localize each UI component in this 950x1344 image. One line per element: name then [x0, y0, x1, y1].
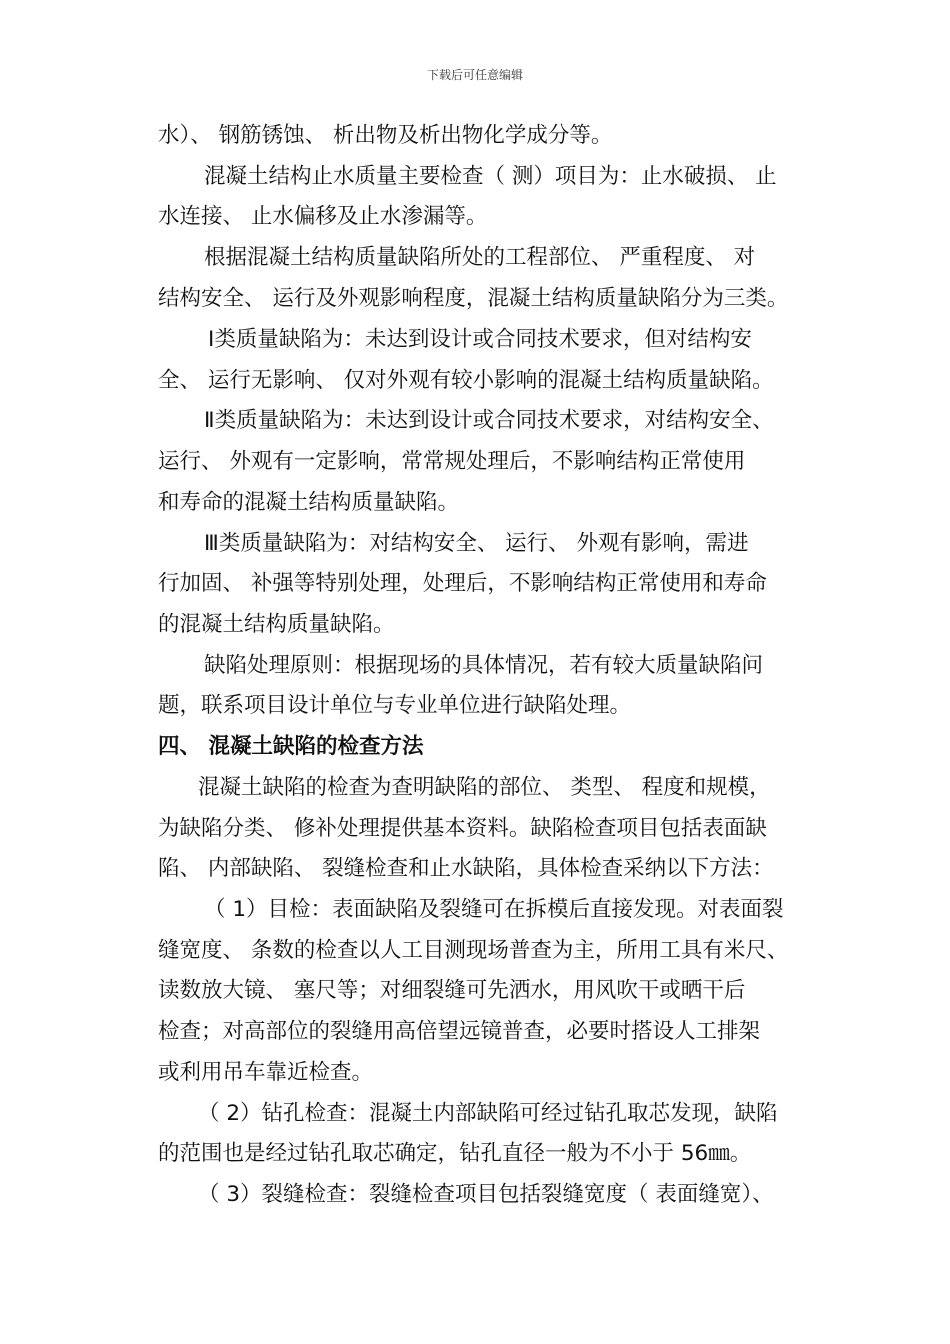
text-line: Ⅰ类质量缺陷为：未达到设计或合同技术要求，但对结构安 [208, 327, 752, 352]
text-line: 检查；对高部位的裂缝用高倍望远镜普查，必要时搭设人工排架 [158, 1019, 761, 1044]
text-line: 缝宽度、 条数的检查以人工目测现场普查为主，所用工具有米尺、 [158, 938, 789, 963]
text-line: 的混凝土结构质量缺陷。 [158, 612, 395, 637]
text-line: 读数放大镜、 塞尺等；对细裂缝可先洒水，用风吹干或晒干后 [158, 978, 746, 1003]
text-line: 水连接、 止水偏移及止水渗漏等。 [158, 204, 488, 229]
text-line: 水）、 钢筋锈蚀、 析出物及析出物化学成分等。 [158, 123, 613, 148]
text-line: 混凝土缺陷的检查为查明缺陷的部位、 类型、 程度和规模， [198, 775, 771, 800]
text-line: 根据混凝土结构质量缺陷所处的工程部位、 严重程度、 对 [204, 245, 756, 270]
text-line: 运行、 外观有一定影响，常常规处理后，不影响结构正常使用 [158, 449, 746, 474]
section-heading: 四、 混凝土缺陷的检查方法 [158, 734, 424, 759]
text-line: 缺陷处理原则：根据现场的具体情况，若有较大质量缺陷问 [204, 653, 764, 678]
text-line: Ⅱ类质量缺陷为：未达到设计或合同技术要求，对结构安全、 [204, 408, 774, 433]
text-line: （ 2）钻孔检查：混凝土内部缺陷可经过钻孔取芯发现，缺陷 [198, 1101, 778, 1126]
text-line: 陷、 内部缺陷、 裂缝检查和止水缺陷，具体检查采纳以下方法： [158, 856, 774, 881]
text-line: Ⅲ类质量缺陷为：对结构安全、 运行、 外观有影响，需进 [204, 531, 749, 556]
text-line: 的范围也是经过钻孔取芯确定，钻孔直径一般为不小于 56㎜。 [158, 1141, 752, 1166]
text-line: 结构安全、 运行及外观影响程度，混凝土结构质量缺陷分为三类。 [158, 286, 789, 311]
page-header: 下载后可任意编辑 [426, 68, 523, 82]
text-line: 或利用吊车靠近检查。 [158, 1060, 374, 1085]
text-line: 题，联系项目设计单位与专业单位进行缺陷处理。 [158, 693, 632, 718]
text-line: （ 1）目检：表面缺陷及裂缝可在拆模后直接发现。对表面裂 [204, 897, 784, 922]
text-line: 行加固、 补强等特别处理，处理后，不影响结构正常使用和寿命 [158, 571, 767, 596]
text-line: 和寿命的混凝土结构质量缺陷。 [158, 490, 460, 515]
text-line: （ 3）裂缝检查：裂缝检查项目包括裂缝宽度（ 表面缝宽）、 [198, 1182, 774, 1207]
text-line: 为缺陷分类、 修补处理提供基本资料。缺陷检查项目包括表面缺 [158, 816, 767, 841]
text-line: 混凝土结构止水质量主要检查（ 测）项目为：止水破损、 止 [204, 164, 777, 189]
text-line: 全、 运行无影响、 仅对外观有较小影响的混凝土结构质量缺陷。 [158, 368, 774, 393]
